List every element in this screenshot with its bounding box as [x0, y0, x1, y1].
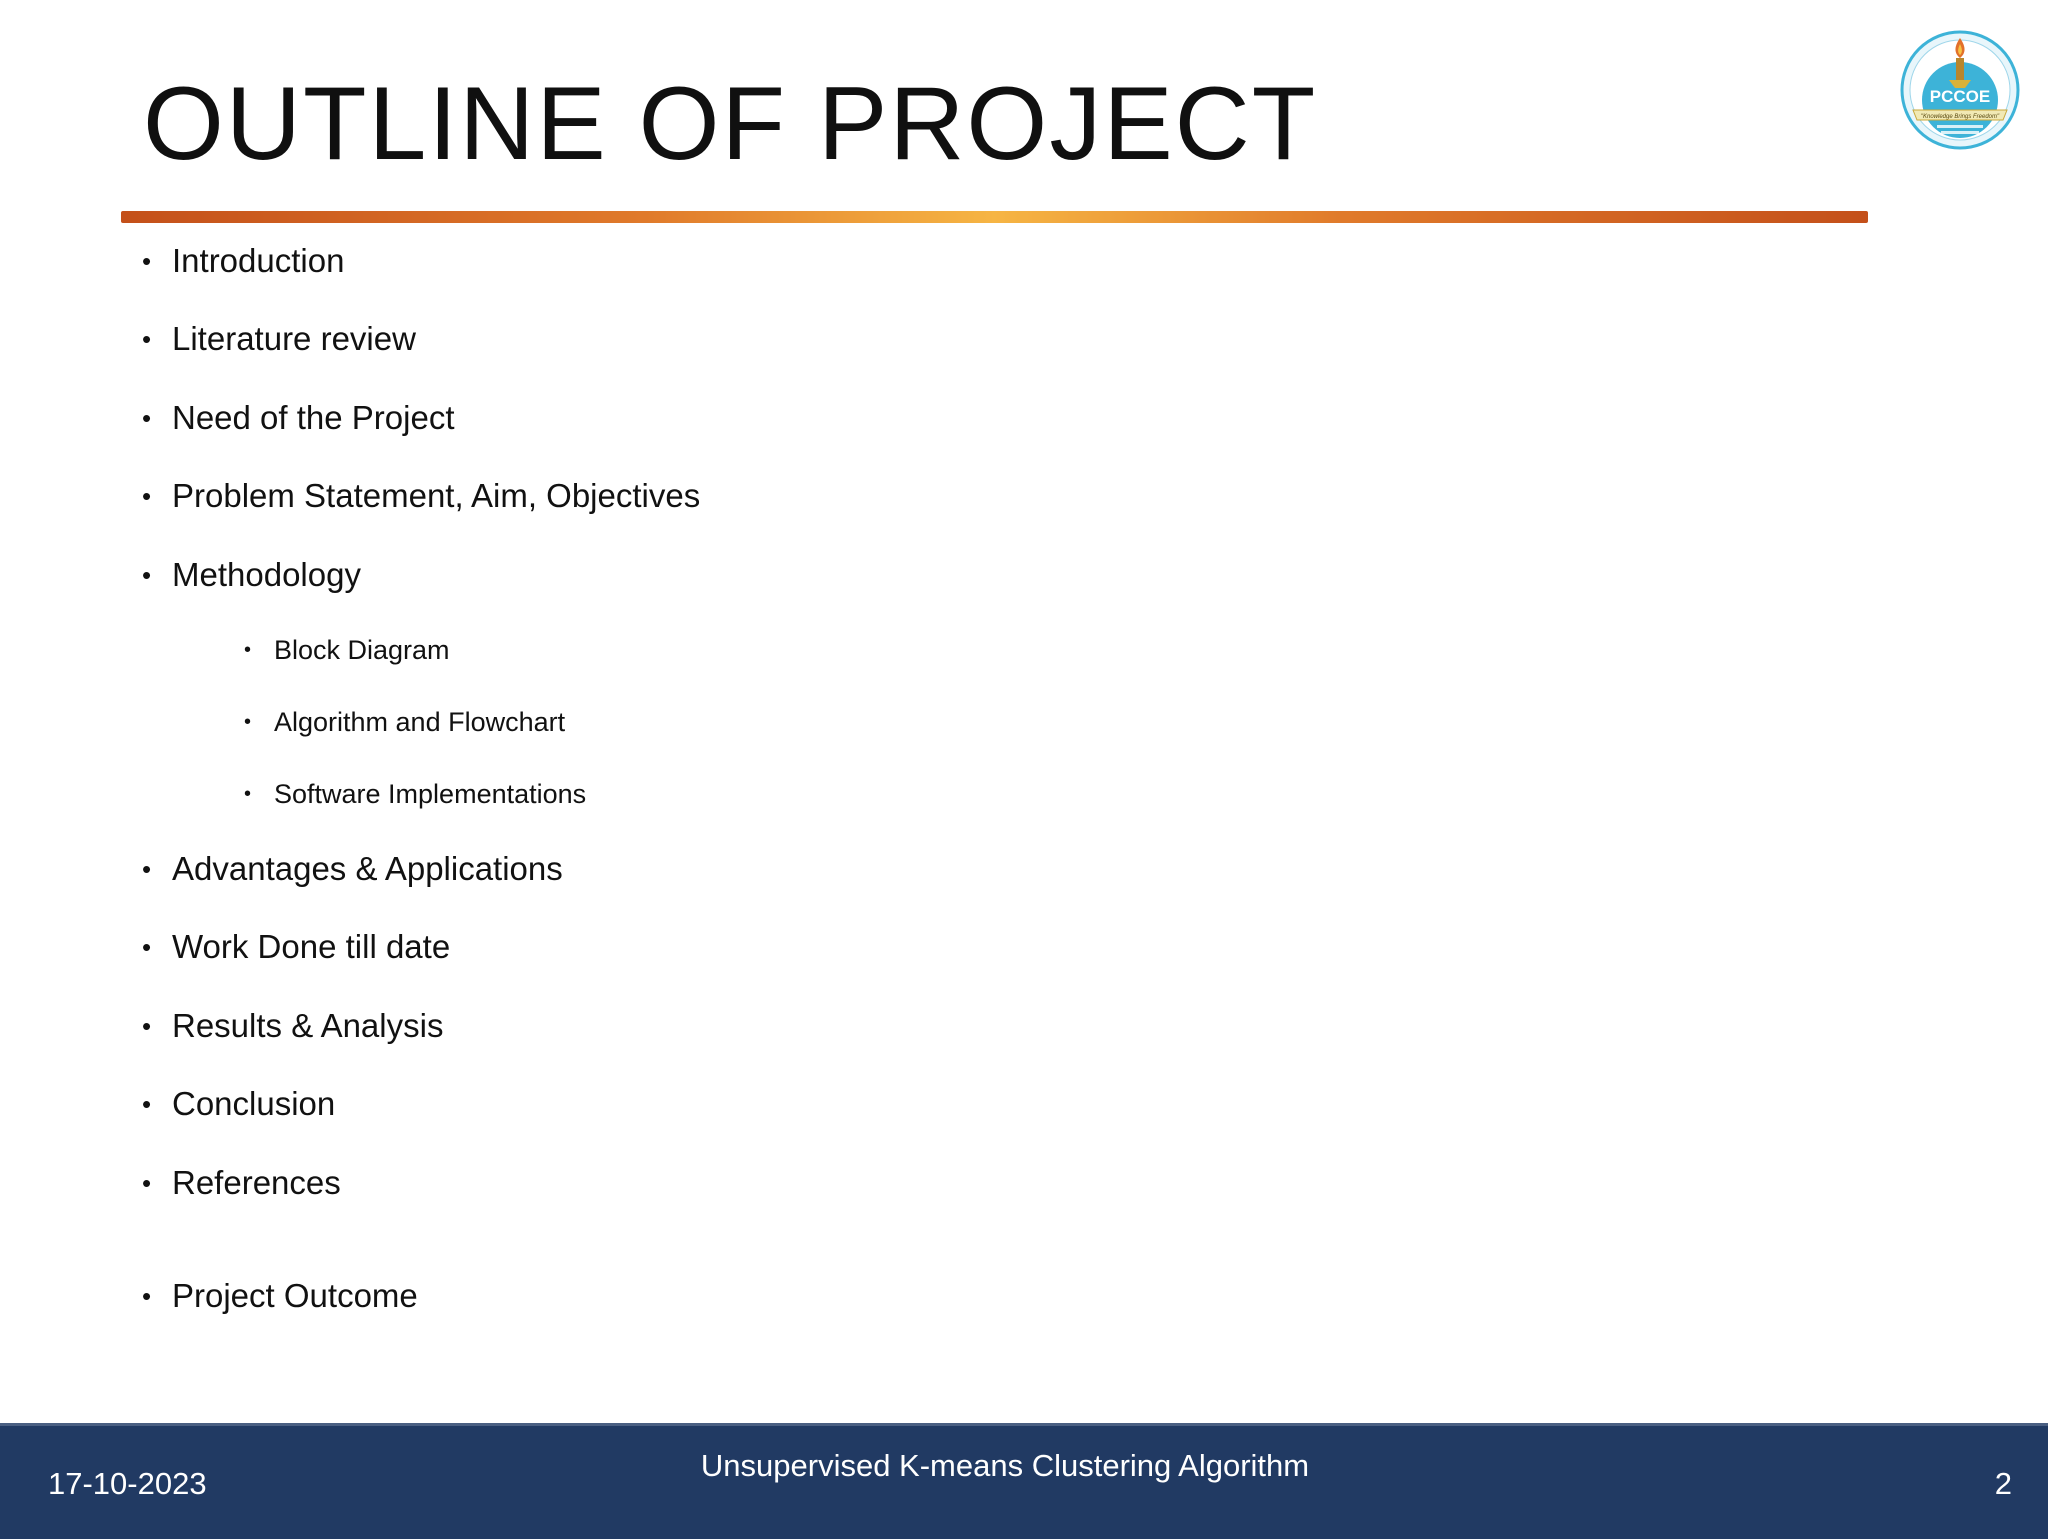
slide-footer: [0, 1423, 2048, 1539]
outline-subitem-algorithm-flowchart: [244, 707, 565, 738]
bullet: •: [142, 1010, 152, 1041]
bullet: •: [142, 931, 152, 962]
outline-item-advantages-applications: [142, 850, 563, 888]
outline-item-label: Conclusion: [172, 1085, 336, 1122]
bullet: •: [244, 639, 252, 661]
bullet: •: [142, 559, 152, 590]
outline-item-label: Advantages & Applications: [172, 850, 563, 887]
outline-item-label: References: [172, 1164, 341, 1201]
outline-item-need-of-project: [142, 399, 455, 437]
outline-item-label: Project Outcome: [172, 1277, 418, 1314]
outline-item-label: Problem Statement, Aim, Objectives: [172, 477, 701, 514]
outline-item-label: Software Implementations: [274, 779, 587, 809]
outline-item-label: Introduction: [172, 242, 345, 279]
logo-tagline: "Knowledge Brings Freedom": [1920, 114, 2000, 120]
outline-subitem-block-diagram: [244, 635, 450, 666]
outline-item-label: Algorithm and Flowchart: [274, 707, 566, 737]
outline-item-conclusion: [142, 1085, 335, 1123]
bullet: •: [244, 783, 252, 805]
outline-item-results-analysis: [142, 1007, 443, 1045]
bullet: •: [142, 323, 152, 354]
footer-title: Unsupervised K-means Clustering Algorithm: [700, 1448, 1310, 1483]
outline-item-references: [142, 1164, 341, 1202]
outline-item-label: Literature review: [172, 320, 416, 357]
outline-item-label: Work Done till date: [172, 928, 451, 965]
outline-item-label: Results & Analysis: [172, 1007, 444, 1044]
outline-item-project-outcome: [142, 1277, 418, 1315]
bullet: •: [142, 1088, 152, 1119]
outline-item-label: Need of the Project: [172, 399, 455, 436]
logo-text: PCCOE: [1929, 87, 1991, 106]
outline-item-methodology: [142, 556, 361, 594]
bullet: •: [142, 853, 152, 884]
outline-item-literature-review: [142, 320, 416, 358]
outline-item-problem-statement: [142, 477, 700, 515]
outline-item-work-done: [142, 928, 450, 966]
outline-item-introduction: [142, 242, 344, 280]
bullet: •: [142, 1280, 152, 1311]
outline-item-label: Methodology: [172, 556, 361, 593]
outline-item-label: Block Diagram: [274, 635, 450, 665]
bullet: •: [142, 402, 152, 433]
bullet: •: [142, 1167, 152, 1198]
footer-date: 17-10-2023: [48, 1466, 207, 1501]
outline-subitem-software-implementations: [244, 779, 586, 810]
slide-title: OUTLINE OF PROJECT: [143, 66, 1318, 182]
page-number: 2: [1994, 1466, 2012, 1501]
bullet: •: [142, 245, 152, 276]
bullet: •: [142, 480, 152, 511]
bullet: •: [244, 711, 252, 733]
